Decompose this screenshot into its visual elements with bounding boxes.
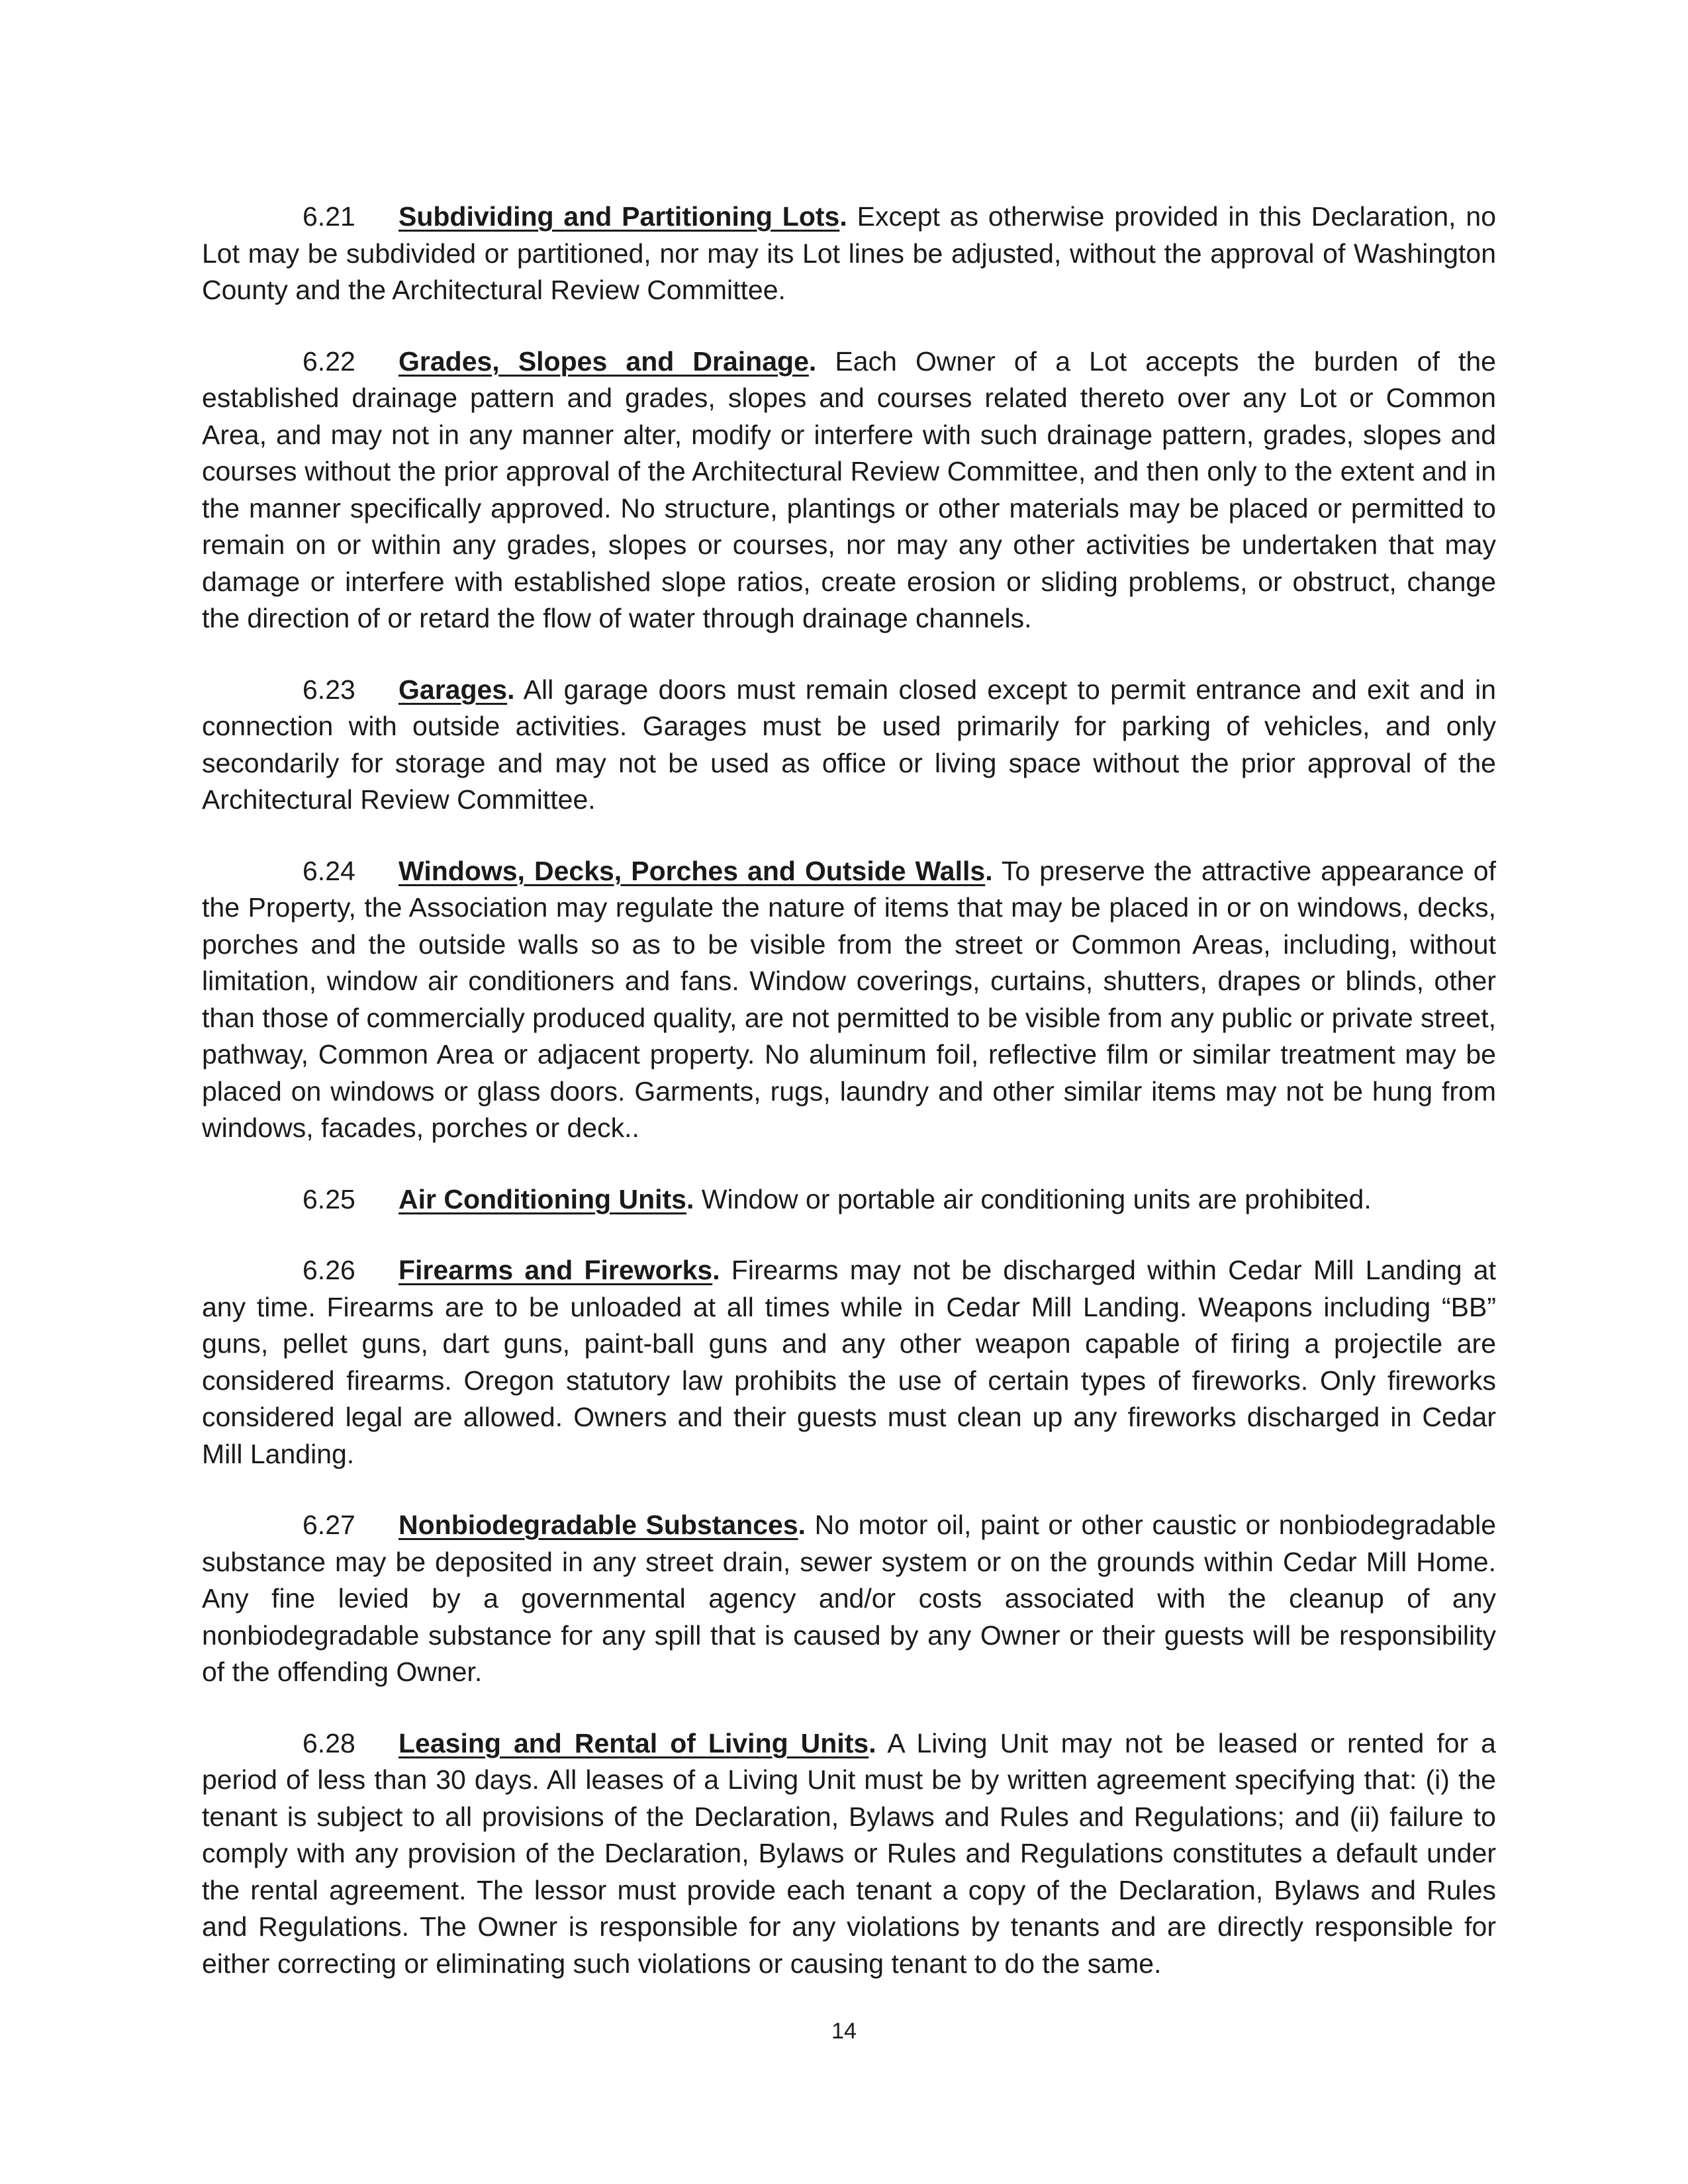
heading-period: . (686, 1183, 694, 1214)
heading-period: . (985, 855, 993, 886)
section-number: 6.23 (303, 674, 355, 705)
section-number: 6.28 (303, 1727, 355, 1758)
section-heading: Leasing and Rental of Living Units (399, 1727, 869, 1758)
section-body: Each Owner of a Lot accepts the burden of the established drainage pattern and grades, slopes and courses related thereto over any Lot or Common Area, and may not in any manner alter, modify or interfere with such drainage pattern, grades, slopes and courses without the prior approval of the Architectural Review Committee, and then only to the extent and in the manner specifically approved. No structure, plantings or other materials may be placed or permitted to remain on or within any grades, slopes or courses, nor may any other activities be undertaken that may damage or interfere with established slope ratios, create erosion or sliding problems, or obstruct, change the direction of or retard the flow of water through drainage channels. (202, 345, 1496, 633)
heading-period: . (798, 1510, 806, 1540)
heading-period: . (839, 201, 847, 232)
section-body: A Living Unit may not be leased or rented for a period of less than 30 days. All leases of a Living Unit must be by written agreement specifying that: (i) the tenant is subject to all provisions of the Declaration, Bylaws and Rules and Regulations; and (ii) failure to comply with any provision of the Declaration, Bylaws or Rules and Regulations constitutes a default under the rental agreement. The lessor must provide each tenant a copy of the Declaration, Bylaws and Rules and Regulations. The Owner is responsible for any violations by tenants and are directly responsible for either correcting or eliminating such violations or causing tenant to do the same. (202, 1727, 1496, 1979)
section-6-22 (202, 343, 1496, 637)
section-body: To preserve the attractive appearance of the Property, the Association may regulate the nature of items that may be placed in or on windows, decks, porches and the outside walls so as to be visible from the street or Common Areas, including, without limitation, window air conditioners and fans. Window coverings, curtains, shutters, drapes or blinds, other than those of commercially produced quality, are not permitted to be visible from any public or private street, pathway, Common Area or adjacent property. No aluminum foil, reflective film or similar treatment may be placed on windows or glass doors. Garments, rugs, laundry and other similar items may not be hung from windows, facades, porches or deck.. (202, 855, 1496, 1143)
section-body: No motor oil, paint or other caustic or nonbiodegradable substance may be deposited in any street drain, sewer system or on the grounds within Cedar Mill Home. Any fine levied by a governmental agency and/or costs associated with the cleanup of any nonbiodegradable substance for any spill that is caused by any Owner or their guests will be responsibility of the offending Owner. (202, 1510, 1496, 1687)
document-page (202, 199, 1496, 2017)
section-number: 6.24 (303, 855, 355, 886)
section-6-28 (202, 1725, 1496, 1983)
heading-period: . (868, 1727, 876, 1758)
section-heading: Grades, Slopes and Drainage (399, 345, 809, 377)
section-body: Except as otherwise provided in this Declaration, no Lot may be subdivided or partitioned, nor may its Lot lines be adjusted, without the approval of Washington County and the Architectural Review Committee. (202, 201, 1496, 305)
section-number: 6.26 (303, 1255, 355, 1285)
section-6-23 (202, 672, 1496, 819)
section-heading: Garages (399, 674, 508, 705)
page-number: 14 (831, 2019, 857, 2044)
section-heading: Firearms and Fireworks (399, 1255, 713, 1285)
section-number: 6.21 (303, 201, 355, 232)
section-body: Window or portable air conditioning units are prohibited. (701, 1183, 1372, 1214)
section-number: 6.27 (303, 1510, 355, 1540)
section-6-27 (202, 1507, 1496, 1691)
section-number: 6.25 (303, 1183, 355, 1214)
section-6-25 (202, 1181, 1496, 1218)
section-6-24 (202, 853, 1496, 1147)
section-body: All garage doors must remain closed except to permit entrance and exit and in connection with outside activities. Garages must be used primarily for parking of vehicles, and only secondarily for storage and may not be used as office or living space without the prior approval of the Architectural Review Committee. (202, 674, 1496, 815)
section-heading: Air Conditioning Units (399, 1183, 686, 1214)
heading-period: . (712, 1255, 720, 1285)
section-heading: Nonbiodegradable Substances (399, 1510, 798, 1540)
section-body: Firearms may not be discharged within Cedar Mill Landing at any time. Firearms are to be unloaded at all times while in Cedar Mill Landing. Weapons including “BB” guns, pellet guns, dart guns, paint-ball guns and any other weapon capable of firing a projectile are considered firearms. Oregon statutory law prohibits the use of certain types of fireworks. Only fireworks considered legal are allowed. Owners and their guests must clean up any fireworks discharged in Cedar Mill Landing. (202, 1255, 1496, 1469)
section-6-26 (202, 1252, 1496, 1473)
section-6-21 (202, 199, 1496, 309)
section-number: 6.22 (303, 345, 355, 377)
section-heading: Windows, Decks, Porches and Outside Walls (399, 855, 986, 886)
heading-period: . (507, 674, 515, 705)
heading-period: . (808, 345, 817, 377)
section-heading: Subdividing and Partitioning Lots (399, 201, 840, 232)
